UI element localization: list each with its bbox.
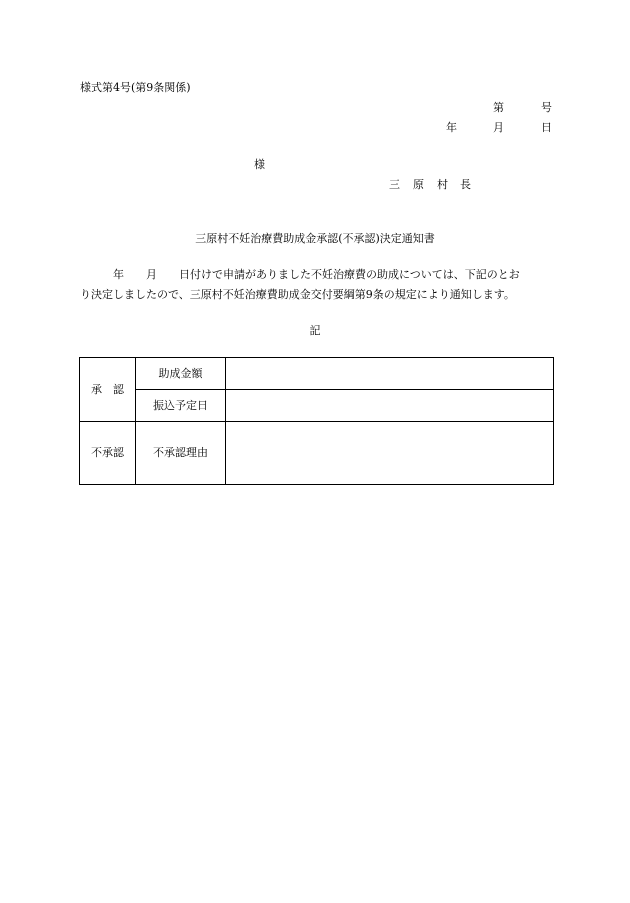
decision-table — [79, 357, 554, 485]
rejection-reason-label: 不承認理由 — [136, 422, 226, 485]
approval-label: 承 認 — [80, 358, 136, 422]
sender-char-1: 三 — [389, 178, 400, 191]
form-number: 様式第4号(第9条関係) — [80, 81, 191, 94]
document-title: 三原村不妊治療費助成金承認(不承認)決定通知書 — [195, 232, 435, 245]
ki-heading: 記 — [309, 324, 321, 337]
transfer-date-value-field[interactable] — [226, 390, 554, 422]
addressee-sama: 様 — [254, 158, 265, 171]
sender-char-4: 長 — [460, 178, 471, 191]
table-row-rejection — [80, 422, 554, 485]
transfer-date-label: 振込予定日 — [136, 390, 226, 422]
rejection-reason-value-field[interactable] — [226, 422, 554, 485]
date-year: 年 — [446, 121, 457, 134]
doc-number-go: 号 — [541, 101, 552, 114]
body-text-line-2: り決定しましたので、三原村不妊治療費助成金交付要綱第9条の規定により通知します。 — [80, 288, 515, 301]
amount-value-field[interactable] — [226, 358, 554, 390]
date-month: 月 — [493, 121, 504, 134]
rejection-label: 不承認 — [80, 422, 136, 485]
doc-number-dai: 第 — [493, 101, 504, 114]
sender-char-3: 村 — [437, 178, 448, 191]
amount-label: 助成金額 — [136, 358, 226, 390]
body-text-line-1: 年 月 日付けで申請がありました不妊治療費の助成については、下記のとお — [80, 268, 520, 281]
sender-char-2: 原 — [413, 178, 424, 191]
date-day: 日 — [541, 121, 552, 134]
table-row-amount — [80, 358, 554, 390]
table-row-transfer-date — [80, 390, 554, 422]
